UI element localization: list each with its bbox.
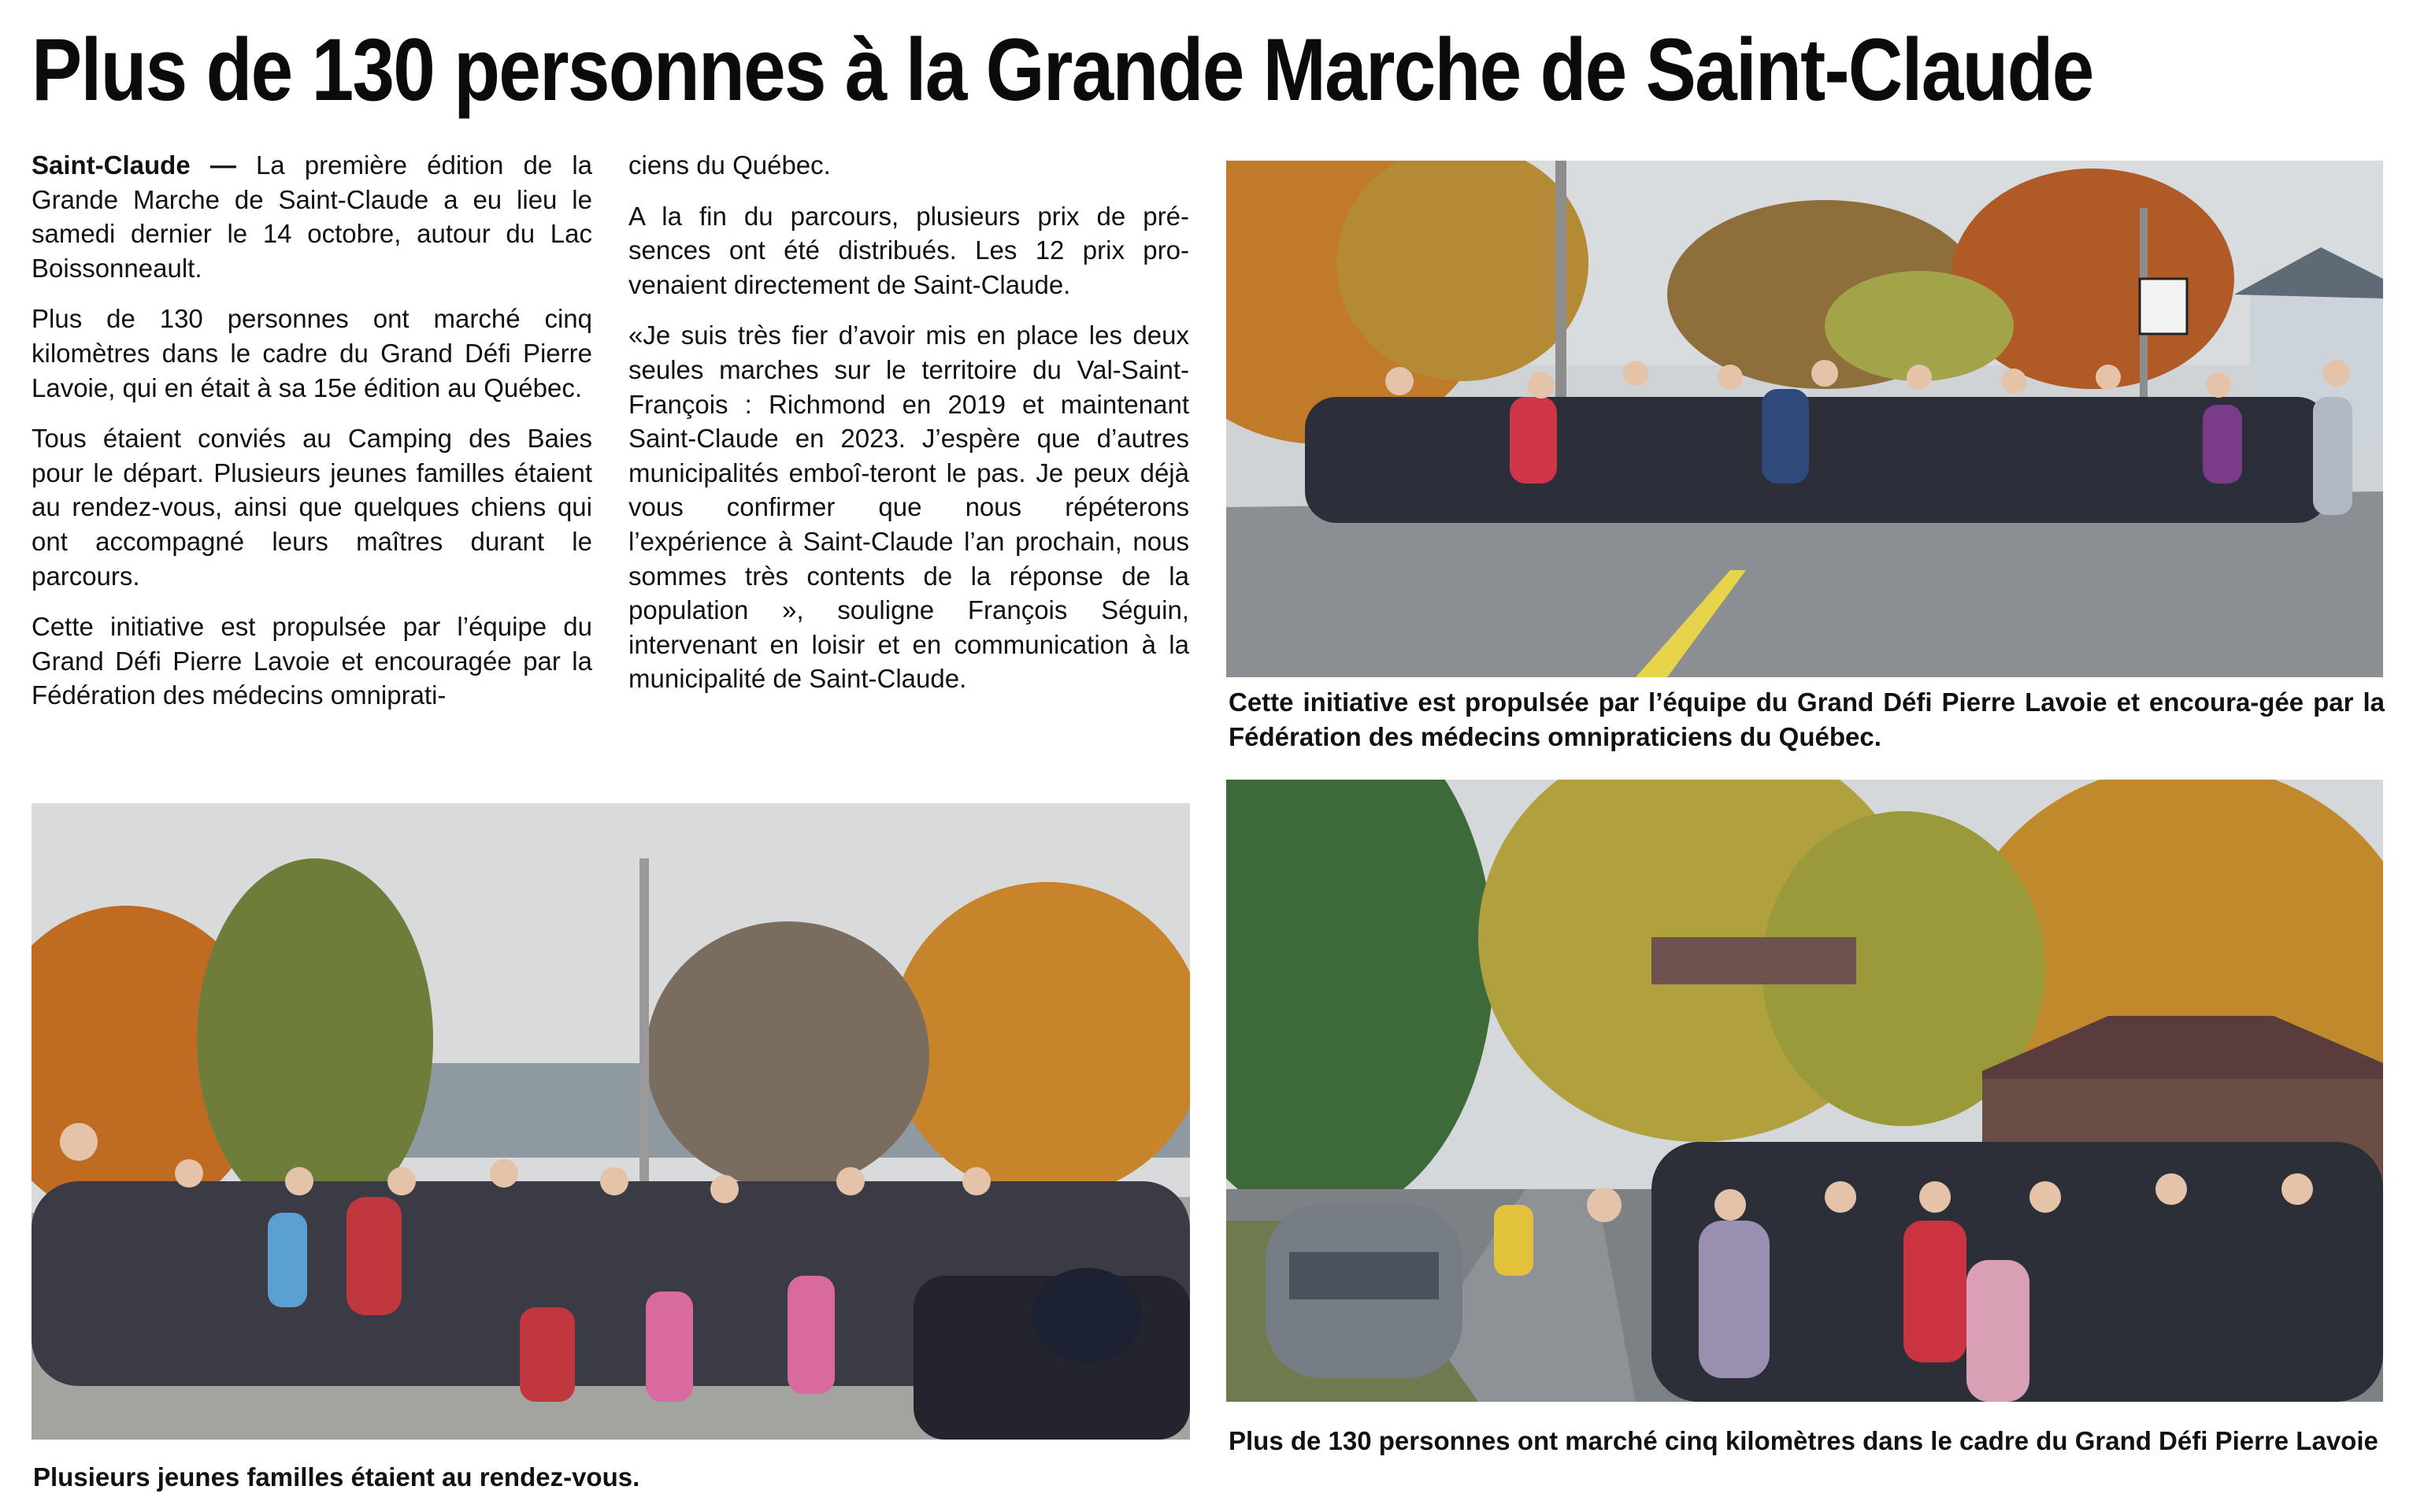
group-photo <box>1226 161 2383 677</box>
article-paragraph: Plus de 130 personnes ont marché cinq kilomètres dans le cadre du Grand Défi Pierre Lavoie, qui en était à sa 15e édition au Québec. <box>32 304 592 402</box>
caption-walkers-photo: Plus de 130 personnes ont marché cinq kilomètres dans le cadre du Grand Défi Pierre Lavoie <box>1229 1426 2378 1455</box>
caption-group-photo: Cette initiative est propulsée par l’équipe du Grand Défi Pierre Lavoie et encoura-gée par la Fédération des médecins omnipraticiens du Québec. <box>1229 687 2385 751</box>
caption-stretching-photo: Plusieurs jeunes familles étaient au rendez-vous. <box>33 1462 640 1492</box>
walkers-photo <box>1226 780 2383 1402</box>
article-paragraph: ciens du Québec. <box>628 150 831 180</box>
stretching-photo <box>32 803 1190 1440</box>
article-paragraph <box>32 148 592 285</box>
dateline: Saint-Claude — <box>32 150 236 180</box>
article-paragraph: «Je suis très fier d’avoir mis en place les deux seules marches sur le territoire du Val-Saint-François : Richmond en 2019 et maintenant Saint-Claude en 2023. J’espère que d’autres municipalités emboî-teront le pas. Je peux déjà vous confirmer que nous répéterons l’expérience à Saint-Claude l’an prochain, nous sommes très contents de la réponse de la population », souligne François Séguin, intervenant en loisir et en communication à la municipalité de Saint-Claude. <box>628 321 1189 694</box>
article-paragraph: A la fin du parcours, plusieurs prix de pré-sences ont été distribués. Les 12 prix pro-venaient directement de Saint-Claude. <box>628 201 1189 299</box>
article-paragraph: Tous étaient conviés au Camping des Baies pour le départ. Plusieurs jeunes familles étaient au rendez-vous, ainsi que quelques chiens qui ont accompagné leurs maîtres durant le parcours. <box>32 424 592 591</box>
headline: Plus de 130 personnes à la Grande Marche de Saint-Claude <box>32 20 2093 119</box>
article-column-2 <box>628 148 1189 713</box>
paragraph-text: La première édition de la Grande Marche de Saint-Claude a eu lieu le samedi dernier le 14 octobre, autour du Lac Boissonneault. <box>32 150 593 283</box>
article-paragraph: Cette initiative est propulsée par l’équipe du Grand Défi Pierre Lavoie et encouragée par la Fédération des médecins omniprati- <box>32 612 592 710</box>
article-column-1 <box>32 148 592 729</box>
